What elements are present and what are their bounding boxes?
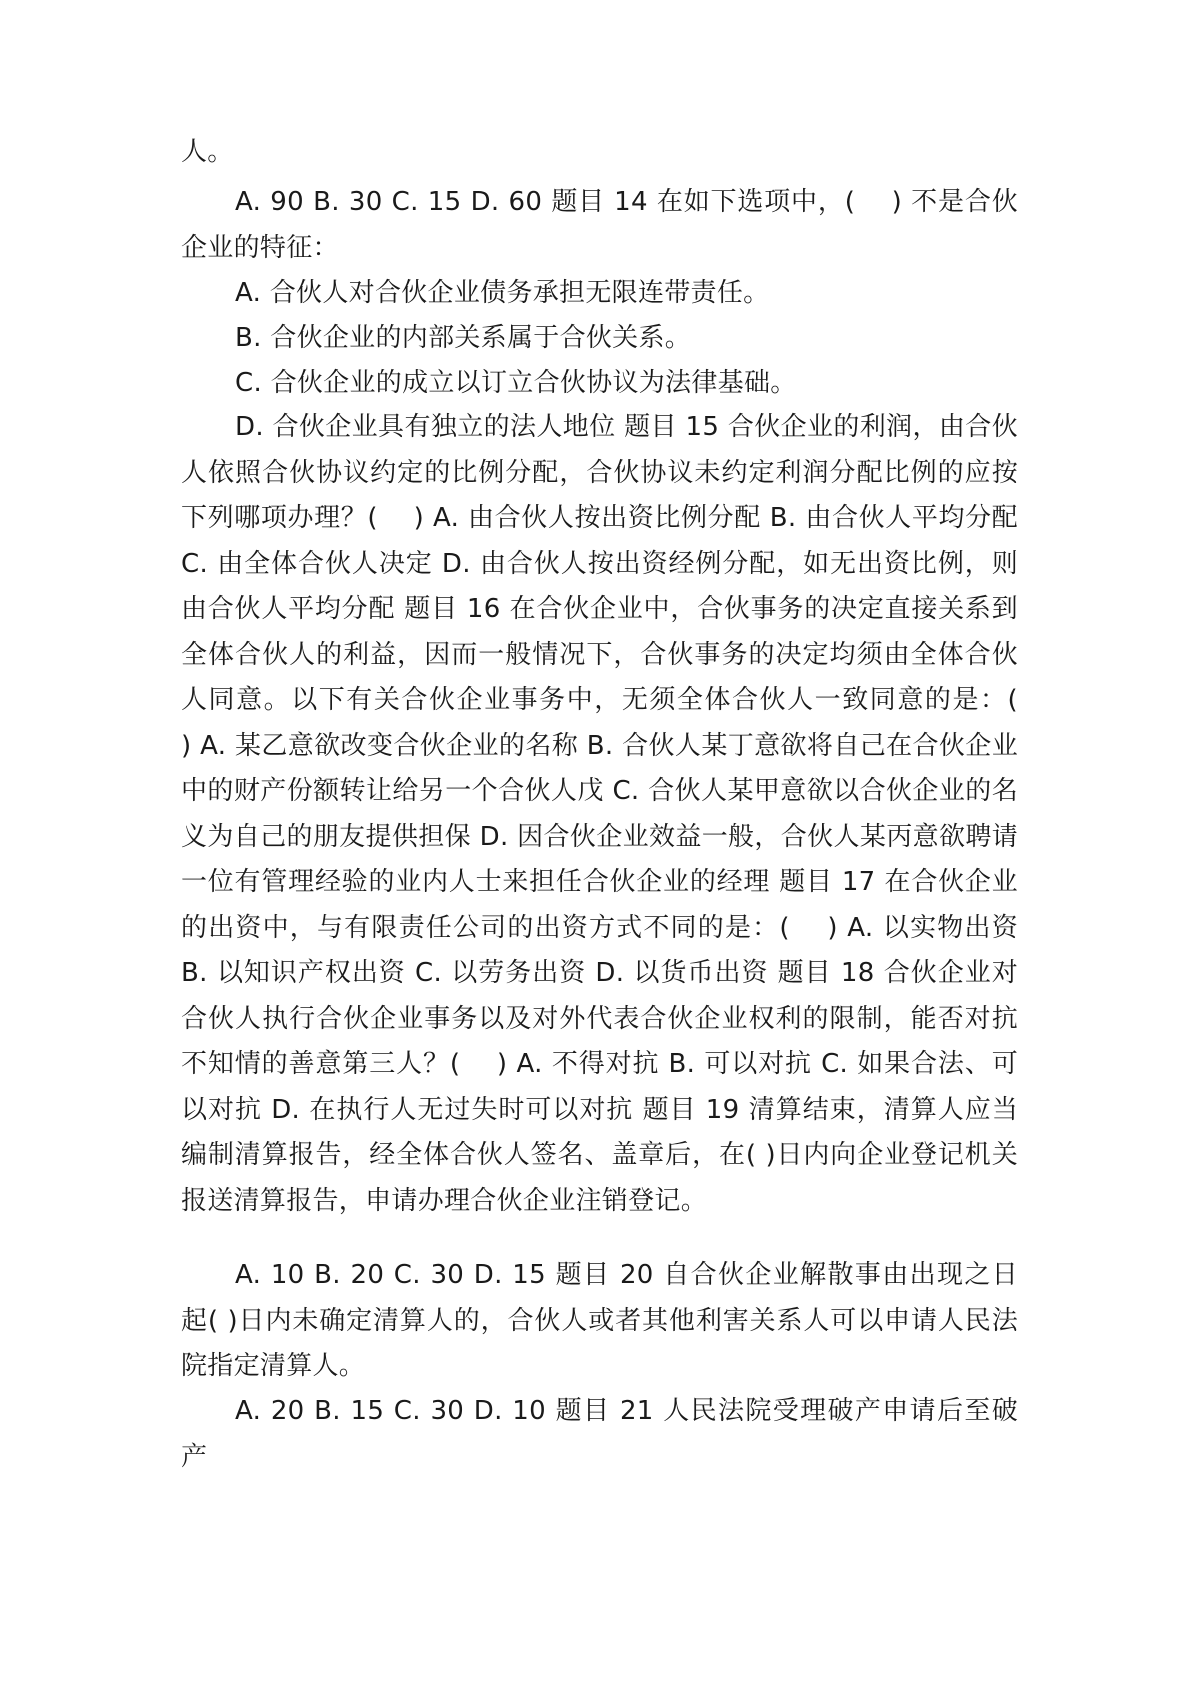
paragraph-q15-q19: D. 合伙企业具有独立的法人地位 题目 15 合伙企业的利润，由合伙人依照合伙协议约定的比例分配，合伙协议未约定利润分配比例的应按下列哪项办理？( ) A. 由合伙人按出资比例分配 B. 由合伙人平均分配 C. 由全体合伙人决定 D. 由合伙人按出资经例分配，如无出资比例，则由合伙人平均分配 题目 16 在合伙企业中，合伙事务的决定直接关系到全体合伙人的利益，因而一般情况下，合伙事务的决定均须由全体合伙人同意。以下有关合伙企业事务中，无须全体合伙人一致同意的是：( ) A. 某乙意欲改变合伙企业的名称 B. 合伙人某丁意欲将自己在合伙企业中的财产份额转让给另一个合伙人戊 C. 合伙人某甲意欲以合伙企业的名义为自己的朋友提供担保 D. 因合伙企业效益一般，合伙人某丙意欲聘请一位有管理经验的业内人士来担任合伙企业的经理 题目 17 在合伙企业的出资中，与有限责任公司的出资方式不同的是：( ) A. 以实物出资 B. 以知识产权出资 C. 以劳务出资 D. 以货币出资 题目 18 合伙企业对合伙人执行合伙企业事务以及对外代表合伙企业权利的限制，能否对抗不知情的善意第三人？( ) A. 不得对抗 B. 可以对抗 C. 如果合法、可以对抗 D. 在执行人无过失时可以对抗 题目 19 清算结束，清算人应当编制清算报告，经全体合伙人签名、盖章后，在( )日内向企业登记机关报送清算报告，申请办理合伙企业注销登记。 [181, 412, 1053, 1216]
paragraph-q14: A. 90 B. 30 C. 15 D. 60 题目 14 在如下选项中，( ) 不是合伙企业的特征： [181, 187, 1018, 263]
paragraph-option-a: A. 合伙人对合伙企业债务承担无限连带责任。 [235, 278, 770, 308]
paragraph-q20: A. 10 B. 20 C. 30 D. 15 题目 20 自合伙企业解散事由出现之日起( )日内未确定清算人的，合伙人或者其他利害关系人可以申请人民法院指定清算人。 [181, 1260, 1018, 1381]
paragraph-option-c: C. 合伙企业的成立以订立合伙协议为法律基础。 [235, 368, 797, 398]
paragraph-continuation: 人。 [181, 137, 234, 167]
paragraph-q21: A. 20 B. 15 C. 30 D. 10 题目 21 人民法院受理破产申请后至破产 [181, 1396, 1018, 1472]
paragraph-option-b: B. 合伙企业的内部关系属于合伙关系。 [235, 323, 692, 353]
